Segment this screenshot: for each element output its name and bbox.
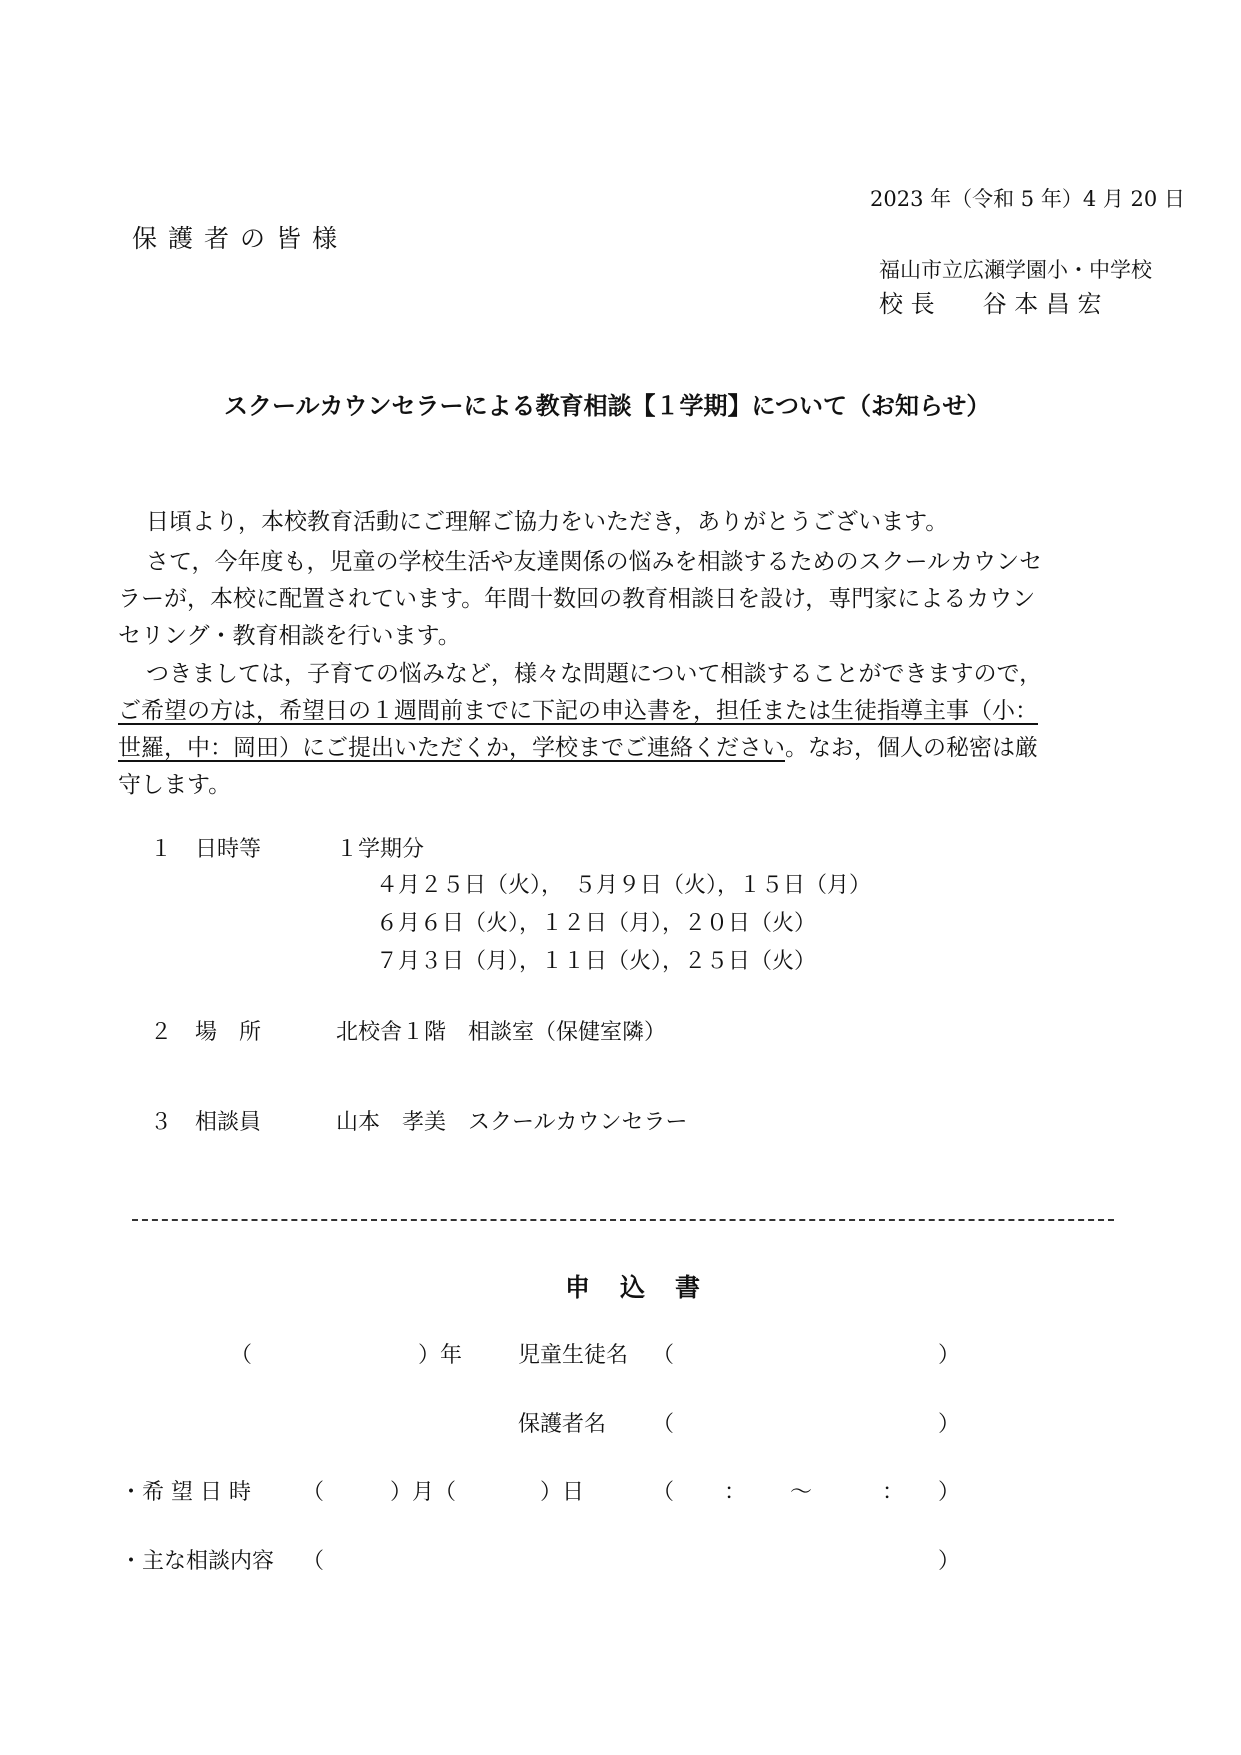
content-open-paren: （ [302,1549,325,1574]
month-suffix: ）月（ [390,1480,457,1505]
application-instruction: 世羅，中：岡田）にご提出いただくか，学校までご連絡ください [118,735,785,761]
item-2-label: 場 所 [195,1020,262,1045]
principal-name: 校 長 谷 本 昌 宏 [879,290,1102,318]
date-line-2: ６月６日（火），１２日（月），２０日（火） [376,911,817,936]
paragraph-2-line-2: ラーが，本校に配置されています。年間十数回の教育相談日を設け，専門家によるカウン [118,586,1036,612]
paragraph-3-line-1: つきましては，子育ての悩みなど，様々な問題について相談することができますので， [146,661,1043,687]
item-3-number: ３ [150,1110,173,1135]
paragraph-1: 日頃より，本校教育活動にご理解ご協力をいただき，ありがとうございます。 [146,509,949,535]
guardian-name-label: 保護者名 [518,1412,607,1437]
item-1-value: １学期分 [336,837,425,862]
time-tilde: ～ [790,1480,813,1505]
student-name-label: 児童生徒名 [518,1343,629,1368]
time-colon-end: ： [882,1480,905,1505]
paragraph-3-line-3 [118,729,1038,762]
document-title: スクールカウンセラーによる教育相談【１学期】について（お知らせ） [224,392,991,420]
addressee: 保護者の皆様 [132,224,349,253]
grade-close: ）年 [418,1343,463,1368]
paragraph-3-line-2: ご希望の方は，希望日の１週間前までに下記の申込書を，担任または生徒指導主事（小： [118,698,1038,724]
item-2-value: 北校舎１階 相談室（保健室隣） [336,1020,667,1045]
day-suffix: ）日 [540,1480,585,1505]
paragraph-2-line-1: さて，今年度も，児童の学校生活や友達関係の悩みを相談するためのスクールカウンセ [146,549,1043,575]
item-3-value: 山本 孝美 スクールカウンセラー [336,1110,688,1135]
date-line-3: ７月３日（月），１１日（火），２５日（火） [376,949,817,974]
school-name: 福山市立広瀬学園小・中学校 [879,258,1152,282]
student-name-open-paren: （ [652,1343,675,1368]
content-label: ・主な相談内容 [120,1549,275,1574]
student-name-close-paren: ） [938,1343,961,1368]
date-line-1: ４月２５日（火）， ５月９日（火），１５日（月） [376,873,872,898]
time-open-paren: （ [652,1480,675,1505]
wish-datetime-label: ・希 望 日 時 [120,1480,251,1505]
document-date: 2023 年（令和 5 年）4 月 20 日 [870,187,1185,211]
guardian-name-close-paren: ） [938,1412,961,1437]
paragraph-3-line-3-rest: 。なお，個人の秘密は厳 [785,735,1038,761]
item-1-label: 日時等 [195,837,262,862]
form-title: 申込書 [565,1273,731,1302]
item-1-number: １ [150,837,173,862]
item-2-number: ２ [150,1020,173,1045]
guardian-name-open-paren: （ [652,1412,675,1437]
paragraph-3-line-4: 守します。 [118,772,232,798]
content-close-paren: ） [938,1549,961,1574]
paragraph-2-line-3: セリング・教育相談を行います。 [118,623,461,649]
cut-line-divider [132,1219,1114,1221]
item-3-label: 相談員 [195,1110,262,1135]
time-colon-start: ： [724,1480,747,1505]
time-close-paren: ） [938,1480,961,1505]
grade-open-paren: （ [230,1343,253,1368]
month-open-paren: （ [302,1480,325,1505]
